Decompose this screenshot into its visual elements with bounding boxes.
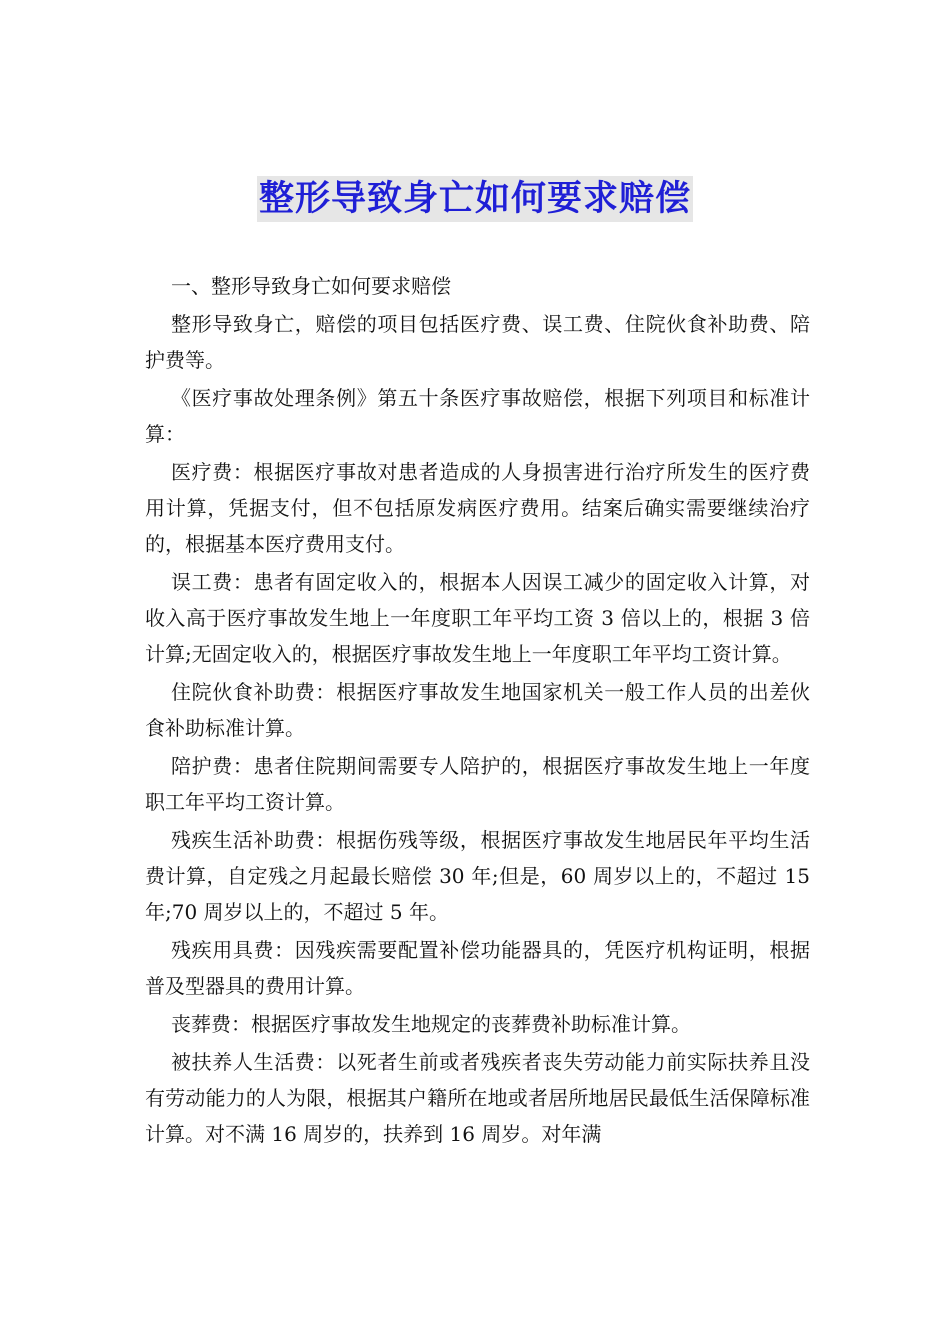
document-body bbox=[145, 268, 810, 1154]
paragraph-disability-equipment: 残疾用具费：因残疾需要配置补偿功能器具的，凭医疗机构证明，根据普及型器具的费用计算。 bbox=[145, 938, 810, 998]
paragraph-nursing-fee: 陪护费：患者住院期间需要专人陪护的，根据医疗事故发生地上一年度职工年平均工资计算。 bbox=[145, 754, 810, 814]
document-title: 整形导致身亡如何要求赔偿 bbox=[257, 176, 693, 222]
paragraph-regulation-article: 《医疗事故处理条例》第五十条医疗事故赔偿，根据下列项目和标准计算： bbox=[145, 386, 810, 446]
title-wrap bbox=[0, 176, 950, 222]
paragraph-funeral-fee: 丧葬费：根据医疗事故发生地规定的丧葬费补助标准计算。 bbox=[171, 1012, 691, 1036]
paragraph-medical-fee: 医疗费：根据医疗事故对患者造成的人身损害进行治疗所发生的医疗费用计算，凭据支付，但不包括原发病医疗费用。结案后确实需要继续治疗的，根据基本医疗费用支付。 bbox=[145, 460, 810, 556]
paragraph-lost-wages: 误工费：患者有固定收入的，根据本人因误工减少的固定收入计算，对收入高于医疗事故发生地上一年度职工年平均工资 3 倍以上的，根据 3 倍计算;无固定收入的，根据医疗事故发生地上一年度职工年平均工资计算。 bbox=[145, 570, 810, 666]
paragraph-meal-subsidy: 住院伙食补助费：根据医疗事故发生地国家机关一般工作人员的出差伙食补助标准计算。 bbox=[145, 680, 810, 740]
paragraph-compensation-items: 整形导致身亡，赔偿的项目包括医疗费、误工费、住院伙食补助费、陪护费等。 bbox=[145, 312, 810, 372]
paragraph-dependent-living: 被扶养人生活费：以死者生前或者残疾者丧失劳动能力前实际扶养且没有劳动能力的人为限，根据其户籍所在地或者居所地居民最低生活保障标准计算。对不满 16 周岁的，扶养到 16 周岁。对年满 bbox=[145, 1050, 810, 1146]
paragraph-section-heading: 一、整形导致身亡如何要求赔偿 bbox=[171, 274, 451, 298]
paragraph-disability-subsidy: 残疾生活补助费：根据伤残等级，根据医疗事故发生地居民年平均生活费计算，自定残之月起最长赔偿 30 年;但是，60 周岁以上的，不超过 15 年;70 周岁以上的，不超过 5 年。 bbox=[145, 828, 810, 924]
